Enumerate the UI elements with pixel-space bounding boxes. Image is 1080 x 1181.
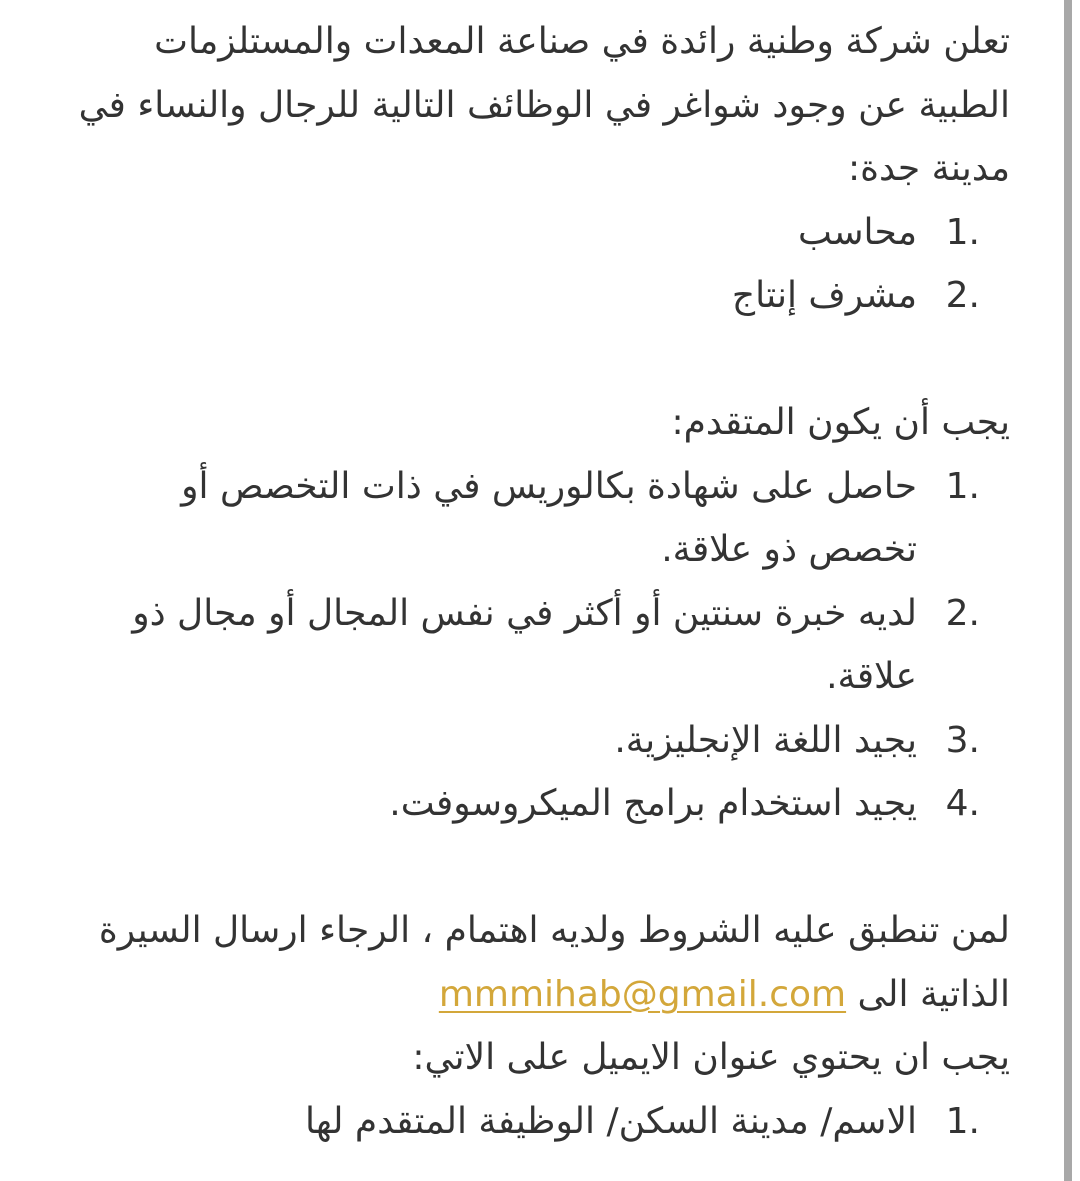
- requirements-heading: يجب أن يكون المتقدم:: [671, 402, 1010, 443]
- requirement-text: يجيد اللغة الإنجليزية.: [614, 719, 917, 761]
- position-item: [72, 201, 1010, 265]
- requirement-item: [72, 582, 1010, 709]
- list-number: 1.: [945, 211, 980, 253]
- position-item: [72, 264, 1010, 328]
- list-number: 1.: [945, 465, 980, 507]
- subject-text: الاسم/ مدينة السكن/ الوظيفة المتقدم لها: [304, 1100, 917, 1142]
- requirement-text: يجيد استخدام برامج الميكروسوفت.: [389, 783, 917, 824]
- subject-list: [72, 1090, 1010, 1154]
- list-number: 2.: [945, 592, 980, 634]
- requirement-item: [72, 709, 1010, 773]
- position-text: مشرف إنتاج: [731, 275, 917, 316]
- list-number: 1.: [945, 1100, 980, 1142]
- requirement-text: حاصل على شهادة بكالوريس في ذات التخصص أو تخصص ذو علاقة.: [181, 465, 917, 570]
- spacer: [72, 328, 1010, 392]
- job-announcement: [72, 10, 1010, 1153]
- requirement-item: [72, 455, 1010, 582]
- requirement-text: لديه خبرة سنتين أو أكثر في نفس المجال أو مجال ذو علاقة.: [132, 592, 917, 697]
- spacer: [72, 836, 1010, 900]
- scrollbar[interactable]: [1064, 0, 1072, 1181]
- requirement-item: [72, 772, 1010, 836]
- email-link[interactable]: mmmihab@gmail.com: [438, 973, 847, 1015]
- apply-paragraph: [72, 899, 1010, 1026]
- apply-text: لمن تنطبق عليه الشروط ولديه اهتمام ، الرجاء ارسال السيرة الذاتية الى: [98, 910, 1010, 1015]
- subject-heading: يجب ان يحتوي عنوان الايميل على الاتي:: [412, 1037, 1010, 1078]
- list-number: 2.: [945, 275, 980, 316]
- list-number: 4.: [945, 783, 980, 824]
- position-text: محاسب: [797, 211, 917, 253]
- subject-item: [72, 1090, 1010, 1154]
- positions-list: [72, 201, 1010, 328]
- list-number: 3.: [945, 719, 980, 761]
- intro-paragraph: تعلن شركة وطنية رائدة في صناعة المعدات والمستلزمات الطبية عن وجود شواغر في الوظائف التالية للرجال والنساء في مدينة جدة:: [78, 21, 1010, 189]
- requirements-list: [72, 455, 1010, 836]
